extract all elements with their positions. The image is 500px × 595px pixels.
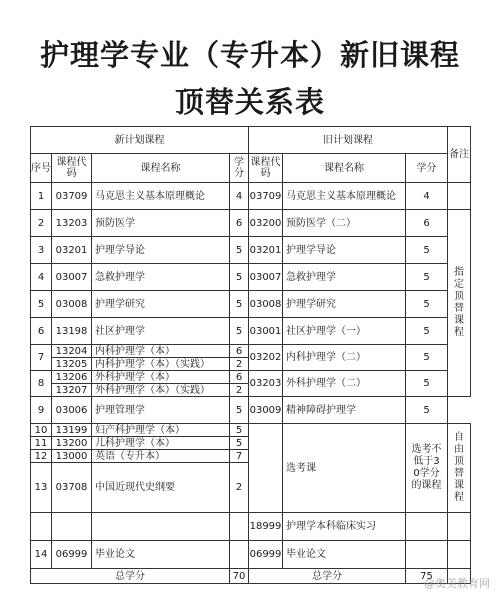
row-old-code: 03201: [249, 237, 283, 264]
remark-free: 自由顶替课程: [448, 424, 471, 513]
header-old-credit: 学分: [406, 154, 448, 183]
row-old-credit: 5: [406, 397, 448, 424]
row-credit: 2: [230, 463, 249, 513]
row-credit: 6: [230, 210, 249, 237]
row-code: 13204: [52, 345, 92, 358]
row-no: 3: [31, 237, 52, 264]
header-old-code: 课程代码: [249, 154, 283, 183]
row-no: 2: [31, 210, 52, 237]
blank-cell: [52, 513, 92, 541]
row-code: 03007: [52, 264, 92, 291]
row-credit: 5: [230, 397, 249, 424]
row-name: 外科护理学（本）（实践）: [92, 384, 230, 397]
row-credit: 7: [230, 450, 249, 463]
page-title-line1: 护理学专业（专升本）新旧课程: [39, 38, 460, 72]
row-old-credit: 5: [406, 264, 448, 291]
row-name: 英语（专升本）: [92, 450, 230, 463]
row-code: 13000: [52, 450, 92, 463]
row-old-code: 18999: [249, 513, 283, 541]
table-row: [31, 371, 471, 384]
row-old-credit: 5: [406, 237, 448, 264]
table-row: [31, 513, 471, 541]
row-old-credit: 5: [406, 345, 448, 371]
table-row: [31, 424, 471, 437]
row-old-name: 精神障碍护理学: [283, 397, 406, 424]
course-replacement-table: [30, 126, 471, 584]
row-old-code: 06999: [249, 541, 283, 569]
row-no: 5: [31, 291, 52, 318]
row-old-code: 03709: [249, 183, 283, 210]
row-old-name: 外科护理学（二）: [283, 371, 406, 397]
header-seq: 序号: [31, 154, 52, 183]
row-old-code: 03203: [249, 371, 283, 397]
table-row: [31, 210, 471, 237]
row-old-name: 护理学本科临床实习: [283, 513, 406, 541]
table-row: [31, 237, 471, 264]
blank-cell: [230, 541, 249, 569]
row-credit: 2: [230, 358, 249, 371]
row-no: 7: [31, 345, 52, 371]
row-name: 外科护理学（本）: [92, 371, 230, 384]
row-name: 妇产科护理学（本）: [92, 424, 230, 437]
row-old-name: 预防医学（二）: [283, 210, 406, 237]
blank-cell: [92, 513, 230, 541]
blank-cell: [31, 513, 52, 541]
row-code: 03201: [52, 237, 92, 264]
row-credit: 5: [230, 437, 249, 450]
row-no: 12: [31, 450, 52, 463]
row-name: 中国近现代史纲要: [92, 463, 230, 513]
row-name: 急救护理学: [92, 264, 230, 291]
row-name: 马克思主义基本原理概论: [92, 183, 230, 210]
row-old-name: 马克思主义基本原理概论: [283, 183, 406, 210]
table-row: [31, 183, 471, 210]
row-name: 内科护理学（本）: [92, 345, 230, 358]
row-old-name: 护理学研究: [283, 291, 406, 318]
row-code: 06999: [52, 541, 92, 569]
row-code: 03006: [52, 397, 92, 424]
row-code: 13207: [52, 384, 92, 397]
row-name: 预防医学: [92, 210, 230, 237]
blank-cell: [448, 541, 471, 569]
row-credit: 5: [230, 264, 249, 291]
remark-specified: 指定顶替课程: [448, 210, 471, 397]
row-old-name: 社区护理学（一）: [283, 318, 406, 345]
row-credit: 5: [230, 424, 249, 437]
blank-cell: [406, 541, 448, 569]
total-old: 75: [406, 569, 448, 584]
row-no: 11: [31, 437, 52, 450]
row-code: 03008: [52, 291, 92, 318]
row-no: 4: [31, 264, 52, 291]
row-old-code: 03202: [249, 345, 283, 371]
total-label-new: 总学分: [31, 569, 230, 584]
row-no: 9: [31, 397, 52, 424]
row-credit: 2: [230, 384, 249, 397]
watermark: @奥美教育网: [424, 577, 490, 590]
row-name: 儿科护理学（本）: [92, 437, 230, 450]
row-name: 毕业论文: [92, 541, 230, 569]
row-credit: 5: [230, 318, 249, 345]
row-no: 6: [31, 318, 52, 345]
page-title-line2: 顶替关系表: [174, 85, 325, 119]
row-code: 13199: [52, 424, 92, 437]
row-code: 13198: [52, 318, 92, 345]
elective-credit-note: 选考不低于30学分的课程: [406, 424, 448, 513]
total-label-old: 总学分: [249, 569, 406, 584]
row-code: 13200: [52, 437, 92, 450]
table-row: [31, 541, 471, 569]
row-old-credit: 5: [406, 291, 448, 318]
blank-cell: [230, 513, 249, 541]
header-old-plan: 旧计划课程: [249, 127, 448, 154]
row-code: 03708: [52, 463, 92, 513]
row-credit: 5: [230, 291, 249, 318]
header-remark: 备注: [448, 127, 471, 183]
row-no: 13: [31, 463, 52, 513]
row-no: 8: [31, 371, 52, 397]
row-credit: 5: [230, 237, 249, 264]
row-name: 护理管理学: [92, 397, 230, 424]
row-old-name: 内科护理学（二）: [283, 345, 406, 371]
row-old-credit: 6: [406, 210, 448, 237]
row-code: 13203: [52, 210, 92, 237]
header-name: 课程名称: [92, 154, 230, 183]
row-old-name: 毕业论文: [283, 541, 406, 569]
row-old-name: 护理学导论: [283, 237, 406, 264]
row-name: 护理学研究: [92, 291, 230, 318]
blank-cell: [406, 513, 448, 541]
row-old-code: 03008: [249, 291, 283, 318]
row-no: 10: [31, 424, 52, 437]
row-old-credit: 4: [406, 183, 448, 210]
total-new: 70: [230, 569, 249, 584]
row-old-code: 03009: [249, 397, 283, 424]
row-credit: 4: [230, 183, 249, 210]
row-code: 13205: [52, 358, 92, 371]
row-old-credit: 5: [406, 318, 448, 345]
header-code: 课程代码: [52, 154, 92, 183]
row-credit: 6: [230, 371, 249, 384]
row-code: 03709: [52, 183, 92, 210]
header-old-name: 课程名称: [283, 154, 406, 183]
blank-cell: [448, 513, 471, 541]
row-credit: 6: [230, 345, 249, 358]
table-row: [31, 345, 471, 358]
row-name: 护理学导论: [92, 237, 230, 264]
row-old-code: 03200: [249, 210, 283, 237]
row-name: 社区护理学: [92, 318, 230, 345]
row-code: 13206: [52, 371, 92, 384]
table-row: [31, 291, 471, 318]
header-new-plan: 新计划课程: [31, 127, 249, 154]
table-row: [31, 318, 471, 345]
row-name: 内科护理学（本）（实践）: [92, 358, 230, 371]
table-row: [31, 397, 471, 424]
old-code-blank: [249, 424, 283, 513]
row-old-code: 03007: [249, 264, 283, 291]
row-no: 1: [31, 183, 52, 210]
table-row: [31, 264, 471, 291]
elective-name: 选考课: [283, 424, 406, 513]
row-old-code: 03001: [249, 318, 283, 345]
total-row: [31, 569, 471, 584]
header-credit: 学分: [230, 154, 249, 183]
remark-blank: [448, 183, 471, 210]
row-no: 14: [31, 541, 52, 569]
row-old-credit: 5: [406, 371, 448, 397]
row-old-name: 急救护理学: [283, 264, 406, 291]
